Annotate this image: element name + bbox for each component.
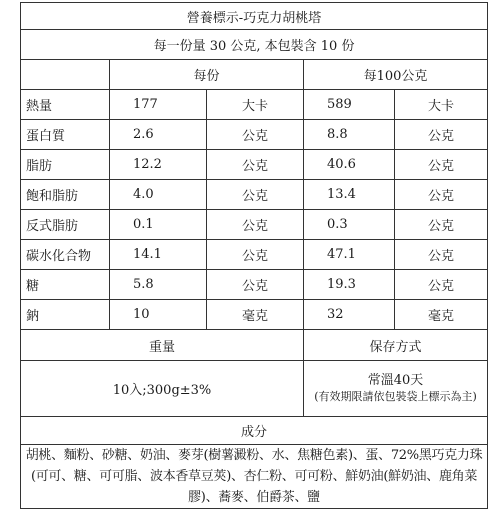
per-100g-unit: 公克: [395, 210, 488, 240]
nutrient-name: 蛋白質: [21, 120, 110, 150]
per-serving-unit: 大卡: [207, 90, 304, 120]
nutrition-label: [20, 2, 487, 509]
per-100g-value: 8.8: [304, 120, 395, 150]
nutrient-row: [21, 210, 488, 240]
weight-label: 重量: [21, 330, 304, 361]
per-100g-header: 每100公克: [304, 60, 488, 90]
per-100g-unit: 公克: [395, 180, 488, 210]
per-serving-value: 4.0: [110, 180, 207, 210]
per-serving-unit: 公克: [207, 150, 304, 180]
weight-storage-value-row: [21, 361, 488, 417]
nutrient-name: 熱量: [21, 90, 110, 120]
nutrient-name: 飽和脂肪: [21, 180, 110, 210]
storage-label: 保存方式: [304, 330, 488, 361]
nutrient-row: [21, 90, 488, 120]
per-100g-unit: 大卡: [395, 90, 488, 120]
header-blank: [21, 60, 110, 90]
serving-info: 每一份量 30 公克, 本包裝含 10 份: [21, 30, 488, 60]
storage-note: (有效期限請依包裝袋上標示為主): [314, 389, 477, 403]
per-100g-value: 589: [304, 90, 395, 120]
per-100g-unit: 公克: [395, 120, 488, 150]
nutrient-row: [21, 180, 488, 210]
nutrient-row: [21, 270, 488, 300]
per-serving-unit: 公克: [207, 180, 304, 210]
nutrient-row: [21, 150, 488, 180]
ingredients-row: [21, 445, 488, 509]
ingredients-text: 胡桃、麵粉、砂糖、奶油、麥芽(樹薯澱粉、水、焦糖色素)、蛋、72%黑巧克力珠(可可、糖、可可脂、波本香草豆莢)、杏仁粉、可可粉、鮮奶油(鮮奶油、鹿角菜膠)、蕎麥、伯爵茶、鹽: [21, 445, 488, 509]
per-serving-value: 2.6: [110, 120, 207, 150]
nutrient-name: 反式脂肪: [21, 210, 110, 240]
ingredients-header-row: [21, 417, 488, 445]
title-row: [21, 3, 488, 30]
per-100g-unit: 毫克: [395, 300, 488, 330]
nutrient-rows: [21, 90, 488, 330]
storage-value-cell: [304, 361, 488, 417]
per-100g-value: 40.6: [304, 150, 395, 180]
weight-storage-header-row: [21, 330, 488, 361]
per-serving-value: 177: [110, 90, 207, 120]
nutrition-table: [20, 2, 488, 509]
weight-value: 10入;300g±3%: [21, 361, 304, 417]
per-serving-unit: 公克: [207, 270, 304, 300]
column-header-row: [21, 60, 488, 90]
per-serving-value: 10: [110, 300, 207, 330]
per-serving-unit: 毫克: [207, 300, 304, 330]
per-serving-unit: 公克: [207, 120, 304, 150]
nutrient-name: 脂肪: [21, 150, 110, 180]
per-100g-value: 32: [304, 300, 395, 330]
nutrient-row: [21, 120, 488, 150]
storage-value: 常溫40天: [367, 373, 424, 389]
nutrient-name: 糖: [21, 270, 110, 300]
per-100g-value: 0.3: [304, 210, 395, 240]
per-100g-value: 13.4: [304, 180, 395, 210]
label-title: 營養標示-巧克力胡桃塔: [21, 3, 488, 30]
per-serving-value: 14.1: [110, 240, 207, 270]
per-serving-unit: 公克: [207, 210, 304, 240]
nutrient-name: 鈉: [21, 300, 110, 330]
per-serving-unit: 公克: [207, 240, 304, 270]
serving-row: [21, 30, 488, 60]
nutrient-name: 碳水化合物: [21, 240, 110, 270]
per-serving-value: 12.2: [110, 150, 207, 180]
per-serving-value: 5.8: [110, 270, 207, 300]
nutrient-row: [21, 240, 488, 270]
per-serving-value: 0.1: [110, 210, 207, 240]
ingredients-label: 成分: [21, 417, 488, 445]
per-100g-unit: 公克: [395, 270, 488, 300]
per-100g-unit: 公克: [395, 150, 488, 180]
per-100g-value: 47.1: [304, 240, 395, 270]
per-serving-header: 每份: [110, 60, 304, 90]
nutrient-row: [21, 300, 488, 330]
per-100g-unit: 公克: [395, 240, 488, 270]
per-100g-value: 19.3: [304, 270, 395, 300]
